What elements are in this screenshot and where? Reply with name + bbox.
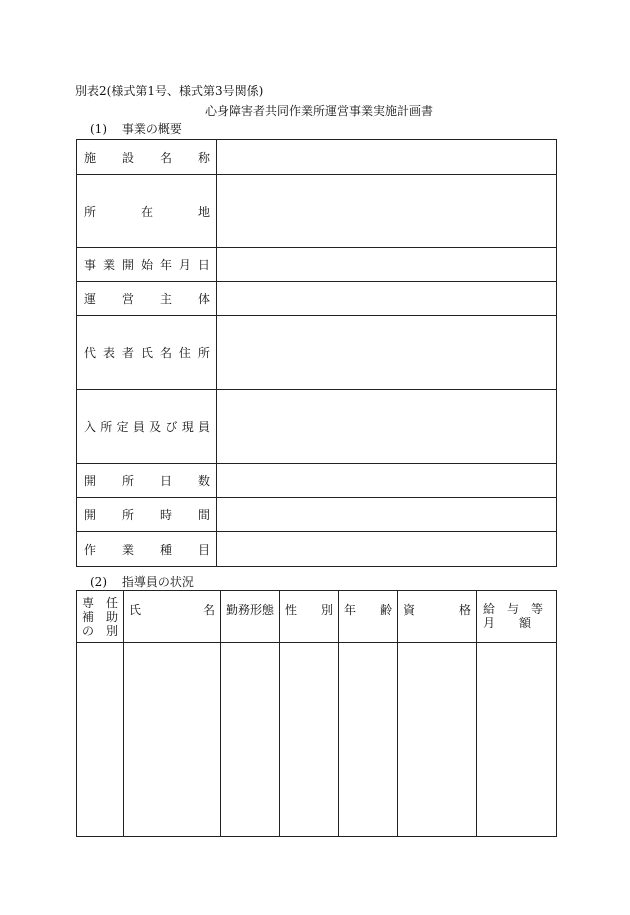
row-label: 所 在 地 bbox=[84, 204, 210, 219]
instructor-table-body[interactable] bbox=[77, 643, 556, 836]
row-capacity bbox=[77, 390, 556, 464]
col-work-form-label: 勤務形態 bbox=[226, 602, 275, 617]
col-qualification-label: 資 格 bbox=[403, 602, 471, 617]
col-name-header bbox=[124, 601, 220, 617]
col-age-label: 年 齢 bbox=[344, 602, 392, 617]
section-2-heading bbox=[90, 575, 194, 589]
row-facility-name bbox=[77, 140, 556, 175]
col-type-line2: 補 助 bbox=[82, 610, 119, 624]
open-days-field[interactable] bbox=[217, 464, 556, 497]
col-work-form-header bbox=[221, 601, 279, 617]
section-1-heading bbox=[90, 122, 182, 136]
row-operator bbox=[77, 282, 556, 316]
label-cell bbox=[77, 464, 217, 497]
row-start-date bbox=[77, 248, 556, 282]
instructor-table bbox=[76, 590, 557, 837]
label-cell bbox=[77, 140, 217, 174]
section-2-number: (2) bbox=[90, 575, 107, 589]
start-date-field[interactable] bbox=[217, 248, 556, 281]
row-open-days bbox=[77, 464, 556, 498]
facility-name-field[interactable] bbox=[217, 140, 556, 174]
work-type-field[interactable] bbox=[217, 532, 556, 566]
row-label: 入 所 定 員 及 び 現 員 bbox=[84, 420, 210, 434]
label-cell bbox=[77, 498, 217, 531]
label-cell bbox=[77, 175, 217, 247]
col-salary-line1: 給 与 等 bbox=[483, 602, 544, 616]
label-cell bbox=[77, 282, 217, 315]
row-label: 作 業 種 目 bbox=[84, 542, 210, 557]
row-label: 事 業 開 始 年 月 日 bbox=[84, 258, 210, 272]
row-representative bbox=[77, 316, 556, 390]
page-title: 心身障害者共同作業所運営事業実施計画書 bbox=[205, 104, 434, 118]
col-salary-line2: 月 額 bbox=[483, 616, 532, 630]
col-sex-header bbox=[280, 601, 338, 617]
representative-field[interactable] bbox=[217, 316, 556, 389]
section-2-title: 指導員の状況 bbox=[121, 575, 194, 589]
row-open-hours bbox=[77, 498, 556, 532]
row-location bbox=[77, 175, 556, 248]
row-label: 運 営 主 体 bbox=[84, 292, 210, 306]
row-work-type bbox=[77, 532, 556, 566]
row-label: 代 表 者 氏 名 住 所 bbox=[84, 346, 210, 360]
section-1-title: 事業の概要 bbox=[121, 122, 182, 136]
col-type-line3: の 別 bbox=[82, 624, 119, 638]
form-reference: 別表2(様式第1号、様式第3号関係) bbox=[75, 84, 264, 98]
col-salary-header bbox=[477, 591, 556, 642]
operator-field[interactable] bbox=[217, 282, 556, 315]
label-cell bbox=[77, 390, 217, 463]
col-age-header bbox=[339, 601, 397, 617]
row-label: 施 設 名 称 bbox=[84, 150, 210, 165]
col-sex-label: 性 別 bbox=[285, 602, 333, 617]
overview-table bbox=[76, 139, 557, 567]
col-type-header bbox=[77, 591, 123, 642]
col-name-label: 氏 名 bbox=[129, 602, 215, 617]
instructor-table-header bbox=[77, 591, 556, 643]
label-cell bbox=[77, 316, 217, 389]
col-type-line1: 専 任 bbox=[82, 596, 119, 610]
row-label: 開 所 時 間 bbox=[84, 508, 210, 522]
section-1-number: (1) bbox=[90, 122, 107, 136]
col-qualification-header bbox=[398, 601, 476, 617]
location-field[interactable] bbox=[217, 175, 556, 247]
label-cell bbox=[77, 532, 217, 566]
capacity-field[interactable] bbox=[217, 390, 556, 463]
row-label: 開 所 日 数 bbox=[84, 474, 210, 488]
open-hours-field[interactable] bbox=[217, 498, 556, 531]
label-cell bbox=[77, 248, 217, 281]
